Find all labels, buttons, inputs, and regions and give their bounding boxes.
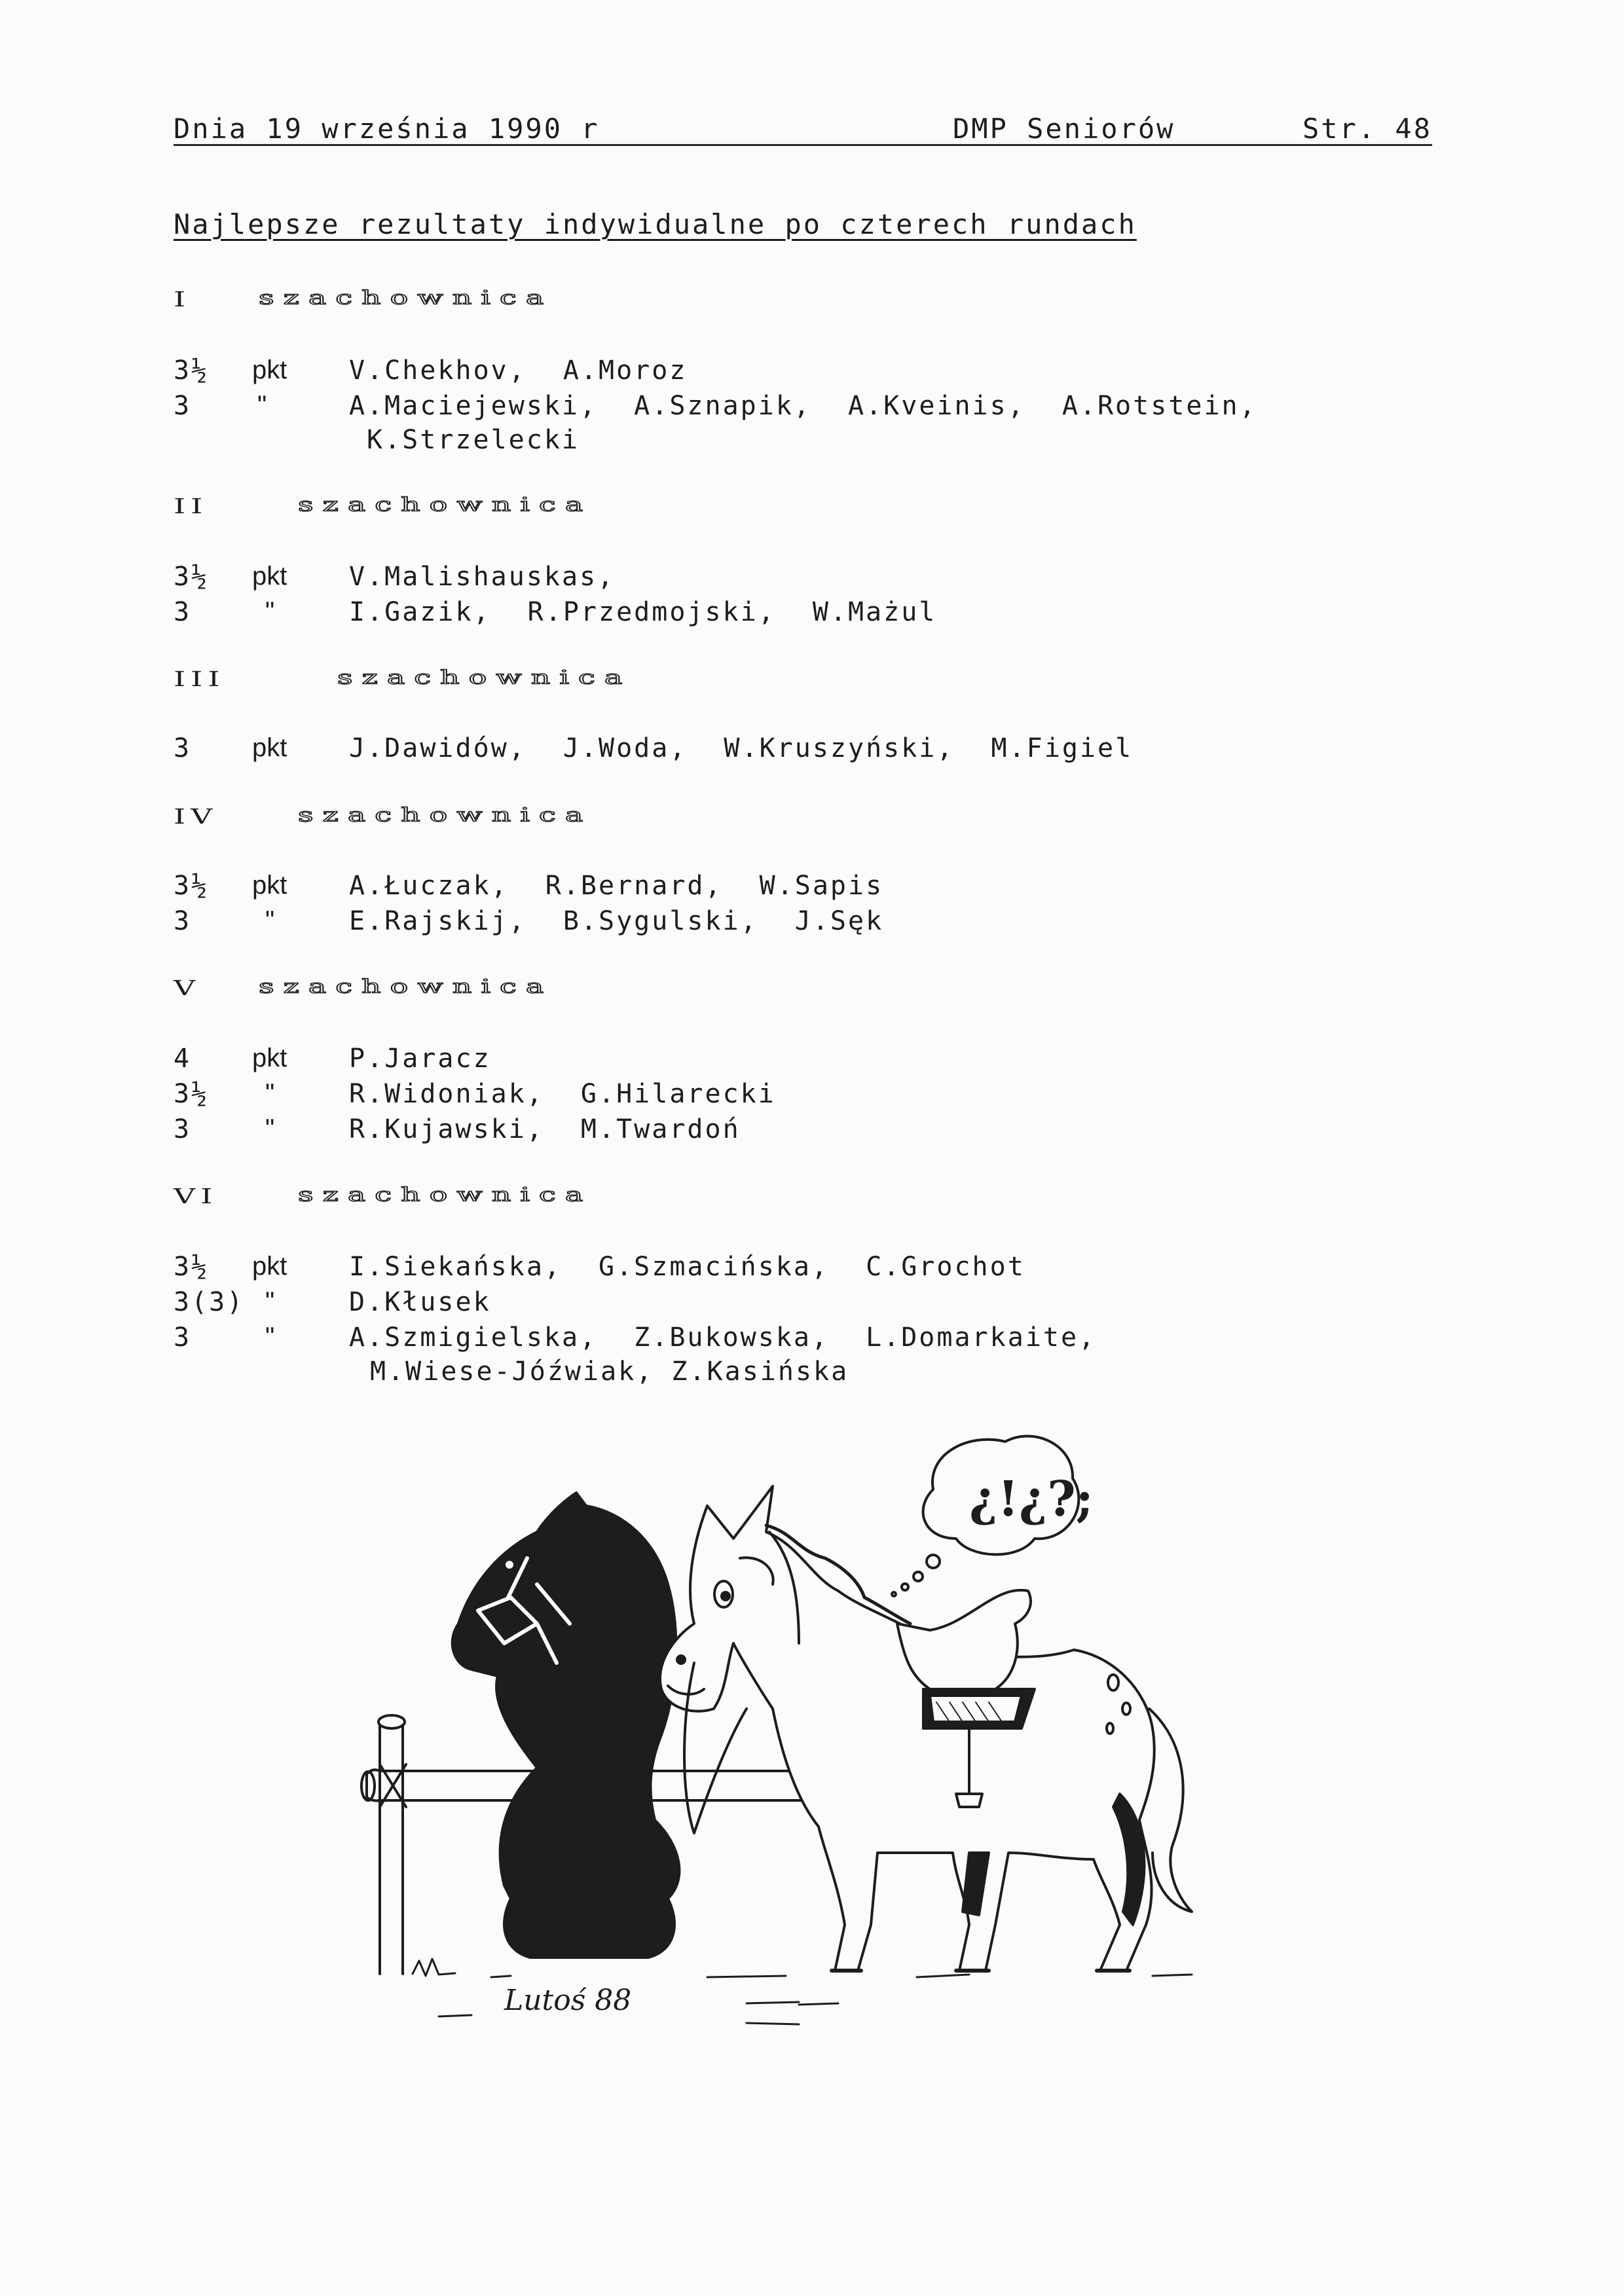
section-title: szachownica [298,494,593,516]
player-name: W.Kruszyński, [724,733,955,763]
player-names-continued: K.Strzelecki [367,425,580,455]
ditto-mark: " [265,1287,275,1316]
section-title: szachownica [337,666,632,689]
points: 3 [174,391,192,421]
section-roman: I [174,287,191,312]
points-unit: pkt [252,1044,287,1072]
player-names [349,1114,777,1144]
player-name: A.Moroz [563,355,688,386]
points-unit: pkt [252,871,287,900]
player-name: R.Kujawski, [349,1114,544,1144]
header-page-number: Str. 48 [1302,113,1432,145]
player-name: W.Sapis [759,871,884,901]
ditto-mark: " [257,391,267,420]
section-roman: IV [174,804,218,829]
points-unit: pkt [252,355,287,384]
player-name: W.Mażul [812,597,937,627]
section-title: szachownica [298,804,593,826]
player-names [349,871,920,901]
points: 3½ [174,871,210,901]
player-name: M.Twardoń [580,1114,741,1144]
section-title: szachownica [298,1184,593,1206]
player-name: A.Szmigielska, [349,1322,598,1353]
player-names [349,391,1294,421]
section-roman: V [174,975,201,1000]
page-subtitle: Najlepsze rezultaty indywidualne po czterech rundach [174,208,1137,240]
player-names [349,1252,1062,1282]
cartoon-illustration [341,1427,1323,2108]
player-names [349,1322,1133,1353]
thought-bubble [892,1436,1094,1596]
player-name: A.Kveinis, [847,391,1025,421]
player-name: D.Kłusek [349,1287,491,1317]
player-names-continued: M.Wiese-Jóźwiak, Z.Kasińska [370,1357,849,1387]
section-title: szachownica [259,287,553,309]
header-event: DMP Seniorów [953,113,1175,145]
ditto-mark: " [265,1079,275,1108]
ditto-mark: " [265,597,275,626]
section-title: szachownica [259,975,553,998]
section-roman: III [174,666,225,691]
player-name: I.Siekańska, [349,1252,562,1282]
header-date: Dnia 19 września 1990 r [174,113,600,145]
player-name: L.Domarkaite, [866,1322,1097,1353]
player-name: G.Szmacińska, [598,1252,830,1282]
points: 3 [174,1322,192,1353]
player-name: V.Chekhov, [349,355,526,386]
points: 3½ [174,355,210,386]
points: 4 [174,1044,192,1074]
player-names [349,906,920,936]
player-name: B.Sygulski, [563,906,758,936]
points: 3½ [174,562,210,592]
player-names [349,1079,813,1109]
ditto-mark: " [265,1322,275,1351]
points: 3(3) [174,1287,245,1317]
player-names [349,355,724,386]
player-names [349,562,652,592]
points: 3½ [174,1252,210,1282]
points: 3½ [174,1079,210,1109]
artist-signature: Lutoś 88 [504,1984,632,2017]
player-name: R.Bernard, [545,871,723,901]
ditto-mark: " [265,906,275,935]
points-unit: pkt [252,562,287,591]
player-name: Z.Bukowska, [634,1322,830,1353]
player-name: R.Widoniak, [349,1079,544,1109]
points: 3 [174,733,192,763]
ditto-mark: " [265,1114,275,1143]
points: 3 [174,906,192,936]
player-name: A.Rotstein, [1061,391,1257,421]
thought-symbols: ¿!¿?; [969,1471,1094,1527]
player-name: J.Sęk [794,906,884,936]
points-unit: pkt [252,1252,287,1281]
player-name: M.Figiel [991,733,1134,763]
page-header [174,110,1432,146]
player-name: A.Sznapik, [634,391,811,421]
player-name: V.Malishauskas, [349,562,616,592]
player-names [349,733,1170,763]
player-name: A.Maciejewski, [349,391,598,421]
player-name: G.Hilarecki [580,1079,776,1109]
player-name: J.Dawidów, [349,733,526,763]
player-name: J.Woda, [563,733,688,763]
player-names [349,1044,528,1074]
points: 3 [174,597,192,627]
player-name: R.Przedmojski, [527,597,776,627]
points: 3 [174,1114,192,1144]
player-name: C.Grochot [866,1252,1025,1282]
player-names [349,597,973,627]
points-unit: pkt [252,733,287,762]
chess-knight [452,1493,680,1958]
player-name: I.Gazik, [349,597,491,627]
section-roman: II [174,494,208,519]
player-name: E.Rajskij, [349,906,526,936]
player-name: P.Jaracz [349,1044,491,1074]
player-name: A.Łuczak, [349,871,509,901]
section-roman: VI [174,1184,218,1209]
player-names [349,1287,528,1317]
